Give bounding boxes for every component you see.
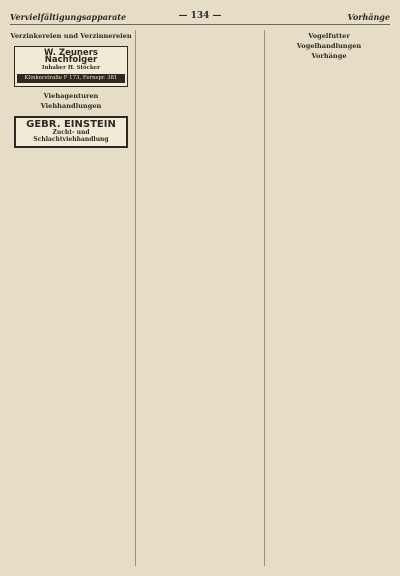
section-heading: Vogelhandlungen [296,42,362,51]
header-left-category: Vervielfältigungsapparate [10,12,127,22]
section-heading: Viehagenturen [43,92,99,101]
column-divider [264,30,265,566]
directory-page [10,8,390,568]
section-heading: Vogelfutter [308,32,350,40]
header-right-category: Vorhänge [347,12,390,22]
section-heading: Verzinkereien und Verzinnereien [10,32,132,40]
page-header [10,8,390,24]
advertisement-box [14,46,128,87]
column-divider [135,30,136,566]
ad-title: GEBR. EINSTEIN [26,119,116,131]
section-heading: Vorhänge [311,52,347,61]
column-left [10,30,132,566]
page-number: — 134 — [178,11,222,21]
ad-subtitle: Zucht- und Schlachtviehhandlung [33,128,109,143]
ad-title: W. Zeuners Nachfolger [44,48,98,66]
column-middle [139,30,261,566]
ad-subtitle: Inhaber H. Stöcker [42,64,100,71]
advertisement-box [14,116,128,148]
column-right [268,30,390,566]
header-rule [10,24,390,25]
section-heading: Viehhandlungen [40,102,102,111]
ad-contact-line: Klinkerstraße F 173, Fernspr. 381 [17,74,125,83]
